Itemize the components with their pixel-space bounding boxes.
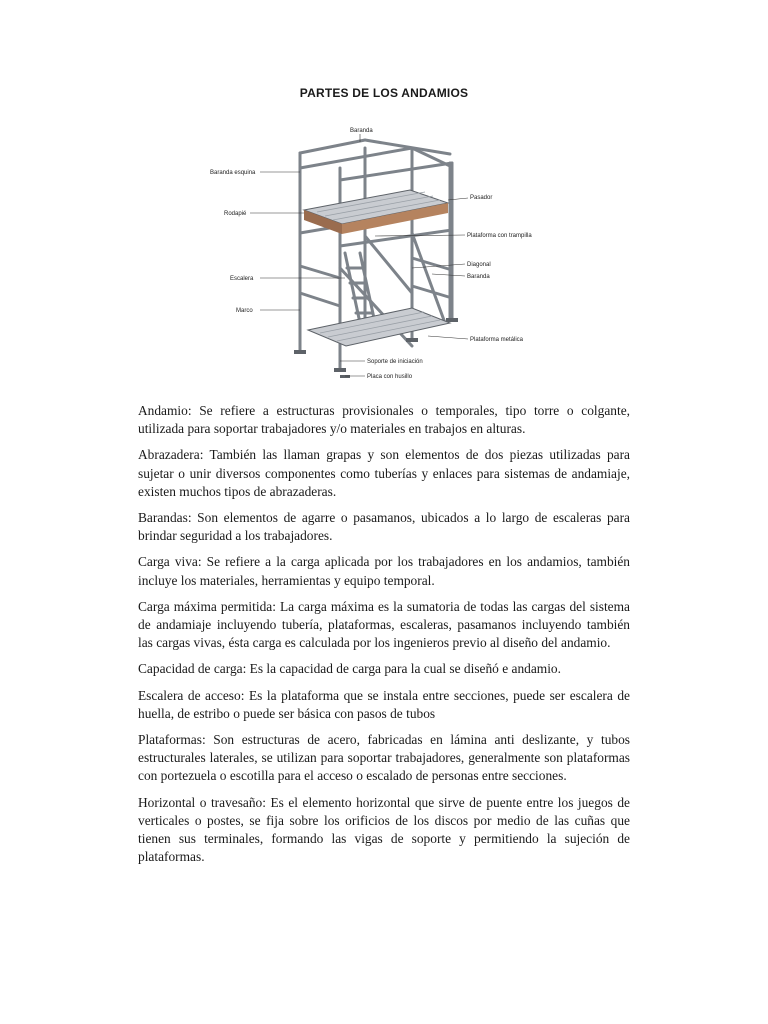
label-placa-husillo: Placa con husillo <box>367 374 413 380</box>
paragraph-capacidad-carga: Capacidad de carga: Es la capacidad de carga para la cual se diseñó e andamio. <box>138 661 561 677</box>
paragraph-escalera-acceso: Escalera de acceso: Es la plataforma que se instala entre secciones, puede ser escalera de huella, de estribo o puede ser básica con pasos de tubos <box>138 687 630 721</box>
paragraph-abrazadera: Abrazadera: También las llaman grapas y son elementos de dos piezas utilizadas para sujetar o unir diversos componentes como tuberías y enlaces para sistemas de andamiaje, existen muchos tipos de abrazaderas. <box>138 447 630 499</box>
label-rodapie: Rodapié <box>224 211 247 217</box>
paragraph-carga-viva: Carga viva: Se refiere a la carga aplicada por los trabajadores en los andamios, también incluye los materiales, herramientas y equipo temporal. <box>138 554 630 588</box>
label-plataforma-metalica: Plataforma metálica <box>470 337 524 343</box>
label-baranda-top: Baranda <box>350 128 373 134</box>
paragraph-barandas: Barandas: Son elementos de agarre o pasamanos, ubicados a lo largo de escaleras para brindar seguridad a los trabajadores. <box>138 510 630 544</box>
label-diagonal: Diagonal <box>467 262 491 268</box>
page-title: PARTES DE LOS ANDAMIOS <box>299 86 469 100</box>
scaffold-diagram <box>200 118 560 393</box>
paragraph-horizontal: Horizontal o travesaño: Es el elemento horizontal que sirve de puente entre los juegos de verticales o postes, se fija sobre los orificios de los discos por medio de las cuñas que tienen sus terminales, formando las vigas de soporte y permitiendo la sujeción de plataformas. <box>138 794 630 865</box>
paragraph-plataformas: Plataformas: Son estructuras de acero, fabricadas en lámina anti deslizante, y tubos estructurales laterales, se utilizan para soportar trabajadores, generalmente son plataformas con portezuela o escotilla para el acceso o escalado de personas entre secciones. <box>138 732 630 784</box>
paragraph-andamio: Andamio: Se refiere a estructuras provisionales o temporales, tipo torre o colgante, utilizada para soportar trabajadores y/o materiales en trabajos en alturas. <box>138 403 630 437</box>
label-marco: Marco <box>236 308 253 314</box>
definitions-body <box>138 402 630 874</box>
paragraph-carga-maxima: Carga máxima permitida: La carga máxima es la sumatoria de todas las cargas del sistema de andamiaje incluyendo tubería, plataformas, escaleras, pasamanos incluyendo también las cargas vivas, ésta carga es calculada por los ingenieros previo al diseño del andamio. <box>138 598 630 651</box>
label-escalera: Escalera <box>230 276 254 282</box>
label-baranda-right: Baranda <box>467 274 490 280</box>
label-plataforma-trampilla: Plataforma con trampilla <box>467 233 532 239</box>
label-baranda-esquina: Baranda esquina <box>210 170 256 176</box>
label-soporte-iniciacion: Soporte de iniciación <box>367 359 423 365</box>
label-pasador: Pasador <box>470 195 493 201</box>
